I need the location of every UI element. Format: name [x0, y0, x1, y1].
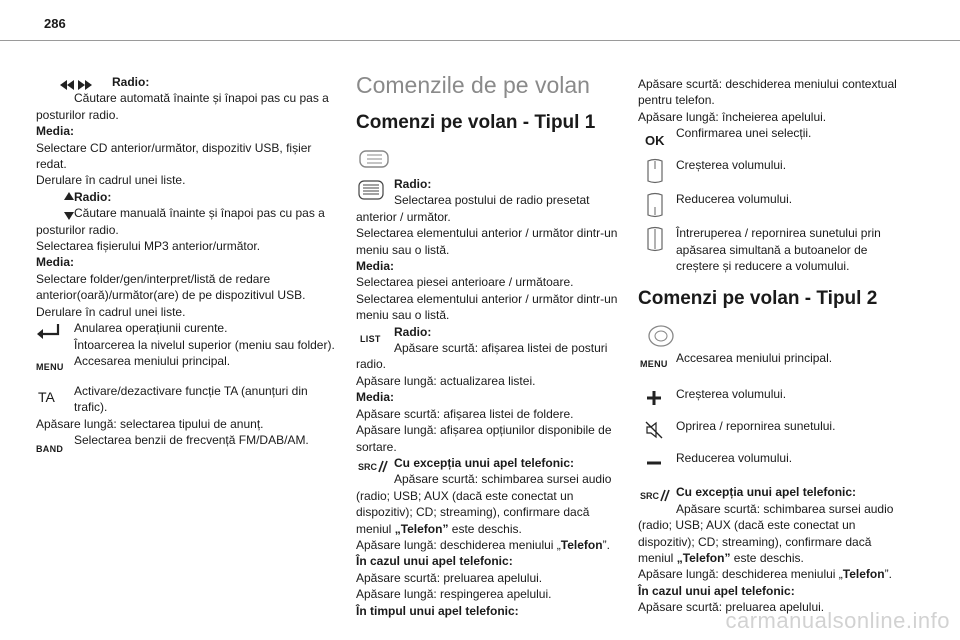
- ok-label-icon: OK: [645, 133, 665, 149]
- radio-manual-text: Căutare manuală înainte și înapoi pas cu pas a posturilor radio.: [36, 206, 325, 237]
- src-long-end: ”.: [602, 537, 610, 552]
- ta-label-icon: TA: [38, 388, 55, 405]
- src-text-bold: „Telefon”: [394, 521, 449, 536]
- media1-text: Selectare CD anterior/următor, dispozitiv USB, fișier redat.: [36, 140, 312, 172]
- menu2-block: [638, 350, 908, 374]
- minus-text: Reducerea volumului.: [676, 451, 793, 466]
- back-text2: Întoarcerea la nivelul superior (meniu sau folder).: [74, 337, 335, 352]
- menu2-label-icon: MENU: [640, 359, 668, 370]
- plus-text: Creșterea volumului.: [676, 387, 787, 402]
- volup-block: [638, 157, 908, 187]
- volume-down-control-icon: [642, 191, 668, 219]
- radio-manual-title: Radio:: [74, 189, 112, 204]
- ta-text: Activare/dezactivare funcție TA (anunțuri din trafic).: [74, 383, 308, 415]
- src-long: Apăsare lungă: deschiderea meniului „: [356, 537, 561, 552]
- volume-both-control-icon: [642, 225, 668, 253]
- menu-text: Accesarea meniului principal.: [74, 353, 231, 368]
- src2-text: Apăsare scurtă: schimbarea sursei audio (radio; USB; AUX (dacă este conectat un dispozitiv); CD; streaming), confirmare dacă meniul: [638, 501, 894, 566]
- media-text: Selectarea piesei anterioare / următoare.: [356, 275, 574, 290]
- mute2-block: [638, 418, 908, 446]
- source-switch-2-icon: [640, 488, 670, 502]
- volup-text: Creșterea volumului.: [676, 158, 787, 173]
- back-return-icon: [36, 322, 62, 342]
- ta-text2: Apăsare lungă: selectarea tipului de anunț.: [36, 416, 264, 431]
- mp3-text: Selectarea fișierului MP3 anterior/următor.: [36, 239, 261, 254]
- media-text2: Selectarea elementului anterior / următor dintr-un meniu sau o listă.: [356, 291, 618, 323]
- src-block: [356, 455, 621, 537]
- band-block: [36, 432, 342, 455]
- seek-arrows-icon: [60, 79, 92, 91]
- call-long: Apăsare lungă: respingerea apelului.: [356, 587, 552, 602]
- call-short: Apăsare scurtă: preluarea apelului.: [356, 570, 543, 585]
- src2-block: [638, 484, 908, 566]
- media1-title: Media:: [36, 124, 75, 139]
- seek-block: [36, 74, 342, 123]
- src2-title: Cu excepția unui apel telefonic:: [676, 485, 857, 500]
- media1-text2: Derulare în cadrul unei liste.: [36, 173, 186, 188]
- back-block: [74, 320, 342, 353]
- mute-block: [638, 225, 908, 274]
- manual-seek-block: [36, 189, 342, 238]
- column-3: [638, 76, 908, 616]
- src2-long-bold: Telefon: [842, 567, 885, 582]
- voldown-block: [638, 191, 908, 221]
- steering-control-type2-icon: [646, 324, 676, 348]
- src-text: Apăsare scurtă: schimbarea sursei audio (radio; USB; AUX (dacă este conectat un dispozitiv); CD; streaming), confirmare dacă meniul: [356, 472, 612, 536]
- ok-text: Confirmarea unei selecții.: [676, 126, 812, 141]
- menu-label-icon: MENU: [36, 361, 64, 372]
- source-switch-icon: [358, 459, 388, 473]
- radio-text2: Selectarea elementului anterior / următor dintr-un meniu sau o listă.: [356, 226, 618, 257]
- src2-text-bold: „Telefon”: [676, 551, 731, 566]
- mute-text: Întreruperea / repornirea sunetului prin apăsarea simultană a butoanelor de creștere și reducere a volumului.: [676, 226, 881, 274]
- call2-short: Apăsare scurtă: preluarea apelului.: [638, 600, 825, 615]
- media2-text2: Derulare în cadrul unei liste.: [36, 304, 186, 319]
- plus-block: [638, 386, 908, 414]
- during-call-title: În timpul unui apel telefonic:: [356, 603, 519, 618]
- mute-speaker-icon: [644, 420, 664, 440]
- list-block: [356, 324, 621, 373]
- src2-long-end: ”.: [884, 567, 892, 582]
- list-media-long: Apăsare lungă: afișarea opțiunilor disponibile de sortare.: [356, 423, 612, 454]
- back-text: Anularea operațiunii curente.: [74, 321, 228, 336]
- band-text: Selectarea benzii de frecvență FM/DAB/AM.: [74, 433, 309, 448]
- menu-block: [36, 353, 342, 377]
- column-1: [36, 74, 342, 455]
- voldown-text: Reducerea volumului.: [676, 192, 793, 207]
- up-down-arrows-icon: [64, 192, 74, 220]
- thumbwheel-icon: [358, 180, 384, 200]
- column-2: [356, 72, 621, 619]
- ok-block: [638, 125, 908, 149]
- mute2-text: Oprirea / repornirea sunetului.: [676, 419, 836, 434]
- radio-seek-title: Radio:: [112, 75, 150, 89]
- list-media-short: Apăsare scurtă: afișarea listei de foldere.: [356, 406, 574, 421]
- menu2-text: Accesarea meniului principal.: [676, 351, 833, 366]
- ta-block: [38, 383, 342, 416]
- band-label-icon: BAND: [36, 444, 64, 455]
- call2-title: În cazul unui apel telefonic:: [638, 583, 795, 598]
- src-title: Cu excepția unui apel telefonic:: [394, 455, 575, 470]
- list-radio-title: Radio:: [394, 324, 432, 339]
- list-media-title: Media:: [356, 390, 395, 405]
- radio-seek-text: Căutare automată înainte și înapoi pas cu pas a posturilor radio.: [36, 91, 329, 122]
- watermark: carmanualsonline.info: [725, 608, 950, 633]
- section-heading: Comenzile de pe volan: [356, 72, 590, 98]
- radio-block: [356, 176, 621, 225]
- media-title: Media:: [356, 259, 395, 274]
- radio-title: Radio:: [394, 177, 432, 191]
- header-divider: [0, 40, 960, 41]
- subheading-type1: Comenzi pe volan - Tipul 1: [356, 112, 596, 133]
- list-radio-short: Apăsare scurtă: afișarea listei de posturi radio.: [356, 341, 608, 372]
- volume-up-control-icon: [642, 157, 668, 185]
- media2-title: Media:: [36, 255, 75, 270]
- src2-text-end: este deschis.: [730, 551, 804, 566]
- minus-block: [638, 450, 908, 478]
- svg-text:SRC: SRC: [358, 461, 378, 472]
- call-title: În cazul unui apel telefonic:: [356, 554, 513, 569]
- list-radio-long: Apăsare lungă: actualizarea listei.: [356, 373, 536, 388]
- minus-icon: [646, 460, 662, 466]
- page-number: 286: [44, 16, 66, 31]
- plus-icon: [646, 390, 662, 406]
- ctx-short: Apăsare scurtă: deschiderea meniului contextual pentru telefon.: [638, 77, 897, 108]
- src2-long: Apăsare lungă: deschiderea meniului „: [638, 567, 843, 582]
- src-long-bold: Telefon: [560, 537, 603, 552]
- media2-text: Selectare folder/gen/interpret/listă de redare anterior(oară)/următor(are) de pe dispozitivul USB.: [36, 271, 306, 303]
- ctx-long: Apăsare lungă: încheierea apelului.: [638, 109, 827, 124]
- radio-text: Selectarea postului de radio presetat anterior / următor.: [356, 193, 590, 224]
- subheading-type2: Comenzi pe volan - Tipul 2: [638, 288, 878, 310]
- list-label-icon: LIST: [360, 333, 381, 344]
- src-text-end: este deschis.: [448, 521, 522, 536]
- steering-control-type1-icon: [358, 148, 392, 170]
- svg-text:SRC: SRC: [640, 491, 660, 502]
